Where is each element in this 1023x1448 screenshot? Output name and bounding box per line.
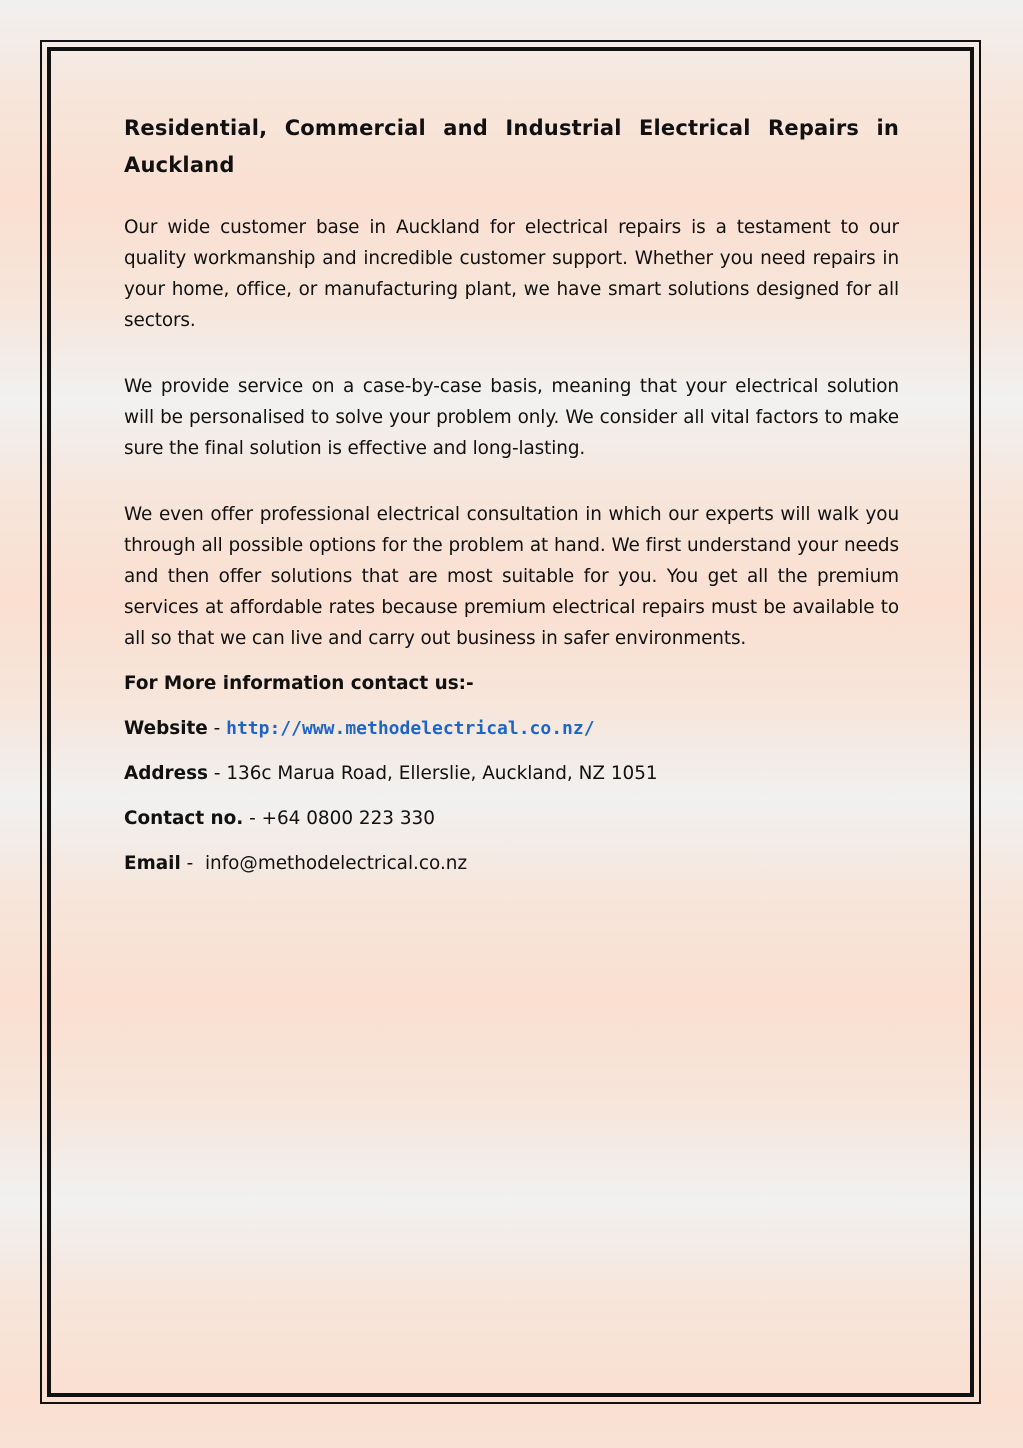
email-value[interactable]: info@methodelectrical.co.nz — [204, 853, 468, 874]
contact-phone — [124, 805, 899, 833]
contact-intro — [124, 670, 899, 698]
website-separator: - — [207, 718, 227, 739]
address-separator: - — [208, 763, 227, 784]
phone-value: +64 0800 223 330 — [261, 808, 435, 829]
contact-website — [124, 715, 899, 743]
phone-separator: - — [243, 808, 262, 829]
email-separator: - — [180, 853, 205, 874]
contact-address — [124, 760, 899, 788]
page-title: Residential, Commercial and Industrial Electrical Repairs in Auckland — [124, 116, 899, 177]
address-label: Address — [124, 763, 208, 784]
phone-label: Contact no. — [124, 808, 244, 829]
document-body — [124, 110, 899, 895]
website-link[interactable]: http://www.methodelectrical.co.nz/ — [226, 718, 595, 739]
website-label: Website — [124, 718, 208, 739]
paragraph-consultation: We even offer professional electrical consultation in which our experts will walk you through all possible options for the problem at hand. We first understand your needs and then offer solutions that are most suitable for you. You get all the premium services at affordable rates because premium electrical repairs must be available to all so that we can live and carry out business in safer environments. — [124, 504, 899, 649]
paragraph-service: We provide service on a case-by-case basis, meaning that your electrical solution will be personalised to solve your problem only. We consider all vital factors to make sure the final solution is effective and long-lasting. — [124, 376, 899, 459]
email-label: Email — [124, 853, 181, 874]
contact-email — [124, 850, 899, 878]
address-value: 136c Marua Road, Ellerslie, Auckland, NZ 1051 — [226, 763, 658, 784]
paragraph-intro: Our wide customer base in Auckland for electrical repairs is a testament to our quality workmanship and incredible customer support. Whether you need repairs in your home, office, or manufacturing plant, we have smart solutions designed for all sectors. — [124, 217, 899, 331]
contact-intro-label: For More information contact us:- — [124, 673, 474, 694]
